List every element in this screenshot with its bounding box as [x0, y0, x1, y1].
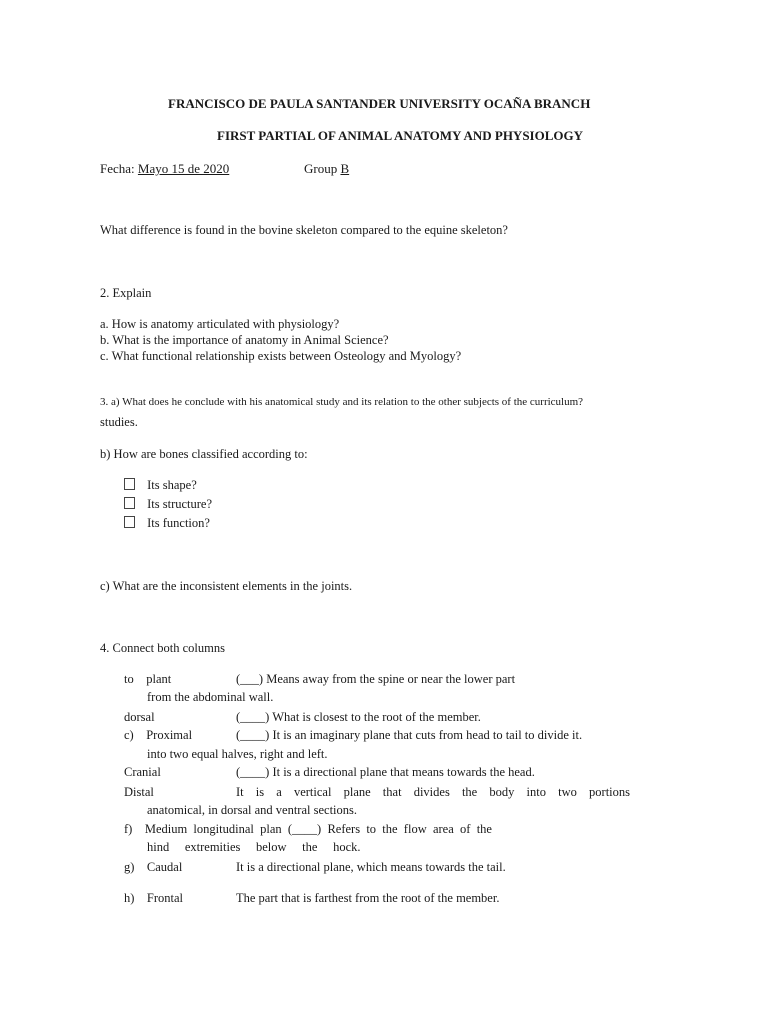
group-label: Group [304, 161, 338, 176]
group-line [304, 161, 349, 177]
question-3a: 3. a) What does he conclude with his anatomical study and its relation to the other subjects of the curriculum? [100, 396, 584, 408]
university-title: FRANCISCO DE PAULA SANTANDER UNIVERSITY OCAÑA BRANCH [168, 96, 591, 111]
fecha-line [100, 161, 229, 177]
bullet-structure: Its structure? [124, 497, 212, 512]
row-8-left: h) Frontal [124, 891, 184, 905]
row-1-right: (___) Means away from the spine or near the lower part [236, 672, 516, 686]
row-1-left: to plant [124, 672, 172, 686]
question-3b: b) How are bones classified according to: [100, 447, 308, 461]
question-4-title: 4. Connect both columns [100, 641, 225, 655]
row-7-right: It is a directional plane, which means towards the tail. [236, 860, 506, 874]
row-7-left: g) Caudal [124, 860, 183, 874]
bullet-shape: Its shape? [124, 478, 197, 493]
question-1: What difference is found in the bovine skeleton compared to the equine skeleton? [100, 223, 508, 237]
row-2-left: dorsal [124, 710, 155, 724]
question-2c: c. What functional relationship exists between Osteology and Myology? [100, 349, 462, 363]
bullet-function: Its function? [124, 516, 210, 531]
row-3-right: (____) It is an imaginary plane that cuts from head to tail to divide it. [236, 728, 583, 742]
checkbox-icon [124, 516, 135, 528]
group-value: B [340, 161, 350, 176]
row-6-line-2: hind extremities below the hock. [147, 840, 361, 854]
question-3c: c) What are the inconsistent elements in the joints. [100, 579, 353, 593]
row-3-left: c) Proximal [124, 728, 193, 742]
fecha-label: Fecha: [100, 161, 135, 176]
row-3-continued: into two equal halves, right and left. [147, 747, 328, 761]
fecha-value: Mayo 15 de 2020 [137, 161, 230, 176]
checkbox-icon [124, 478, 135, 490]
row-4-right: (____) It is a directional plane that means towards the head. [236, 765, 535, 779]
row-2-right: (____) What is closest to the root of the member. [236, 710, 481, 724]
row-8-right: The part that is farthest from the root of the member. [236, 891, 500, 905]
row-4-left: Cranial [124, 765, 161, 779]
row-1-continued: from the abdominal wall. [147, 690, 274, 704]
question-2b: b. What is the importance of anatomy in Animal Science? [100, 333, 389, 347]
question-2a: a. How is anatomy articulated with physiology? [100, 317, 340, 331]
question-3a-continued: studies. [100, 415, 138, 429]
row-6-line-1: f) Medium longitudinal plan (____) Refers to the flow area of the [124, 822, 492, 836]
row-5-right: It is a vertical plane that divides the body into two portions [236, 785, 630, 799]
row-5-left: Distal [124, 785, 154, 799]
exam-title: FIRST PARTIAL OF ANIMAL ANATOMY AND PHYSIOLOGY [217, 128, 583, 143]
row-5-continued: anatomical, in dorsal and ventral sections. [147, 803, 358, 817]
question-2-title: 2. Explain [100, 286, 152, 300]
checkbox-icon [124, 497, 135, 509]
